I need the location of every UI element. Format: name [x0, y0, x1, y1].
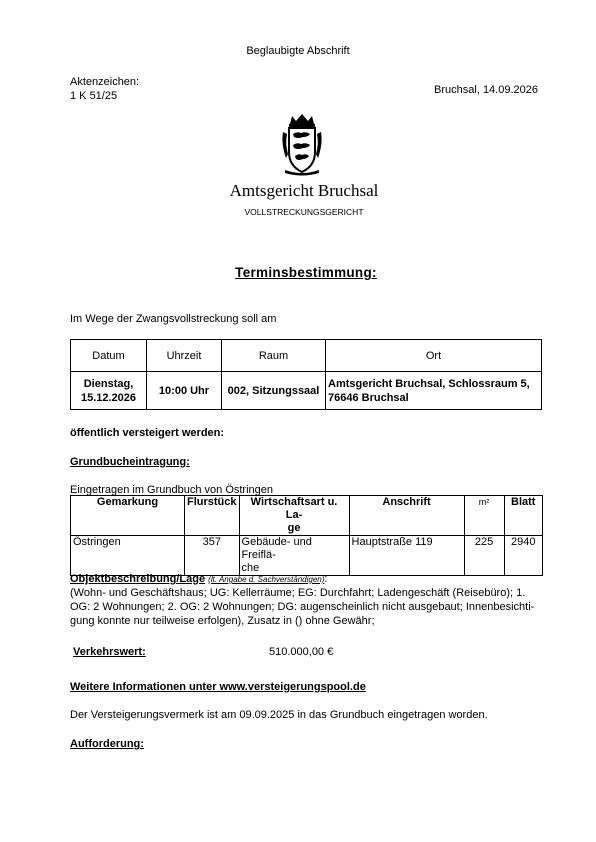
header-ort: Ort [326, 340, 542, 372]
cell-area: 225 [464, 536, 504, 576]
header-wirtschaftsart-line1: Wirtschaftsart u. La- [250, 496, 338, 521]
table-row [71, 536, 543, 576]
appointment-place [326, 372, 542, 410]
court-name: Amtsgericht Bruchsal [229, 181, 379, 200]
object-description-line-3: gung konnte nur teilweise erfolgen), Zusatz in () ohne Gewähr; [70, 615, 375, 627]
object-description-line-2: OG: 2 Wohnungen; 2. OG: 2 Wohnungen; DG: augenscheinlich nicht ausgebaut; Innenbesichti- [70, 601, 535, 613]
auction-note: Der Versteigerungsvermerk ist am 09.09.2025 in das Grundbuch eingetragen worden. [70, 709, 488, 721]
appointment-date [71, 372, 147, 410]
appointment-table [70, 339, 542, 410]
cell-flurstueck: 357 [185, 536, 240, 576]
coat-of-arms-icon [281, 114, 323, 176]
file-number-label: Aktenzeichen: [70, 76, 140, 88]
land-register-table [70, 495, 543, 576]
request-heading: Aufforderung: [70, 738, 144, 750]
object-heading-colon: : [324, 573, 328, 585]
header-blatt: Blatt [504, 496, 542, 536]
file-number: 1 K 51/25 [70, 90, 118, 102]
object-source-note: (lt. Angabe d. Sachverständigen) [208, 575, 325, 584]
appointment-header-row [71, 340, 542, 372]
appointment-data-row [71, 372, 542, 410]
intro-text: Im Wege der Zwangsvollstreckung soll am [70, 313, 277, 325]
more-info-link[interactable]: Weitere Informationen unter www.versteigerungspool.de [70, 681, 366, 693]
header-wirtschaftsart-line2: ge [287, 522, 301, 534]
header-uhrzeit: Uhrzeit [147, 340, 222, 372]
certified-copy-label: Beglaubigte Abschrift [246, 45, 350, 57]
appointment-weekday: Dienstag, [83, 377, 134, 390]
cell-wirtschaftsart-line1: Gebäude- und Freiflä- [241, 536, 312, 561]
land-register-header-row [71, 496, 543, 536]
cell-wirtschaftsart [239, 536, 349, 576]
court-department: VOLLSTRECKUNGSGERICHT [244, 207, 364, 217]
cell-wirtschaftsart-line2: che [241, 562, 260, 574]
header-wirtschaftsart [239, 496, 349, 536]
cell-anschrift: Hauptstraße 119 [349, 536, 464, 576]
document-title: Terminsbestimmung: [235, 265, 377, 280]
auction-text: öffentlich versteigert werden: [70, 427, 225, 439]
appointment-date-value: 15.12.2026 [80, 391, 137, 404]
market-value-label: Verkehrswert: [73, 646, 146, 658]
cell-gemarkung: Östringen [71, 536, 185, 576]
object-heading-line [70, 573, 327, 586]
appointment-time: 10:00 Uhr [147, 372, 222, 410]
header-anschrift: Anschrift [349, 496, 464, 536]
object-description-line-1: (Wohn- und Geschäftshaus; UG: Kellerräume; EG: Durchfahrt; Ladengeschäft (Reisebüro); 1. [70, 587, 526, 599]
appointment-room: 002, Sitzungssaal [222, 372, 326, 410]
header-area: m² [464, 496, 504, 536]
object-heading: Objektbeschreibung/Lage [70, 573, 206, 585]
cell-blatt: 2940 [504, 536, 542, 576]
header-gemarkung: Gemarkung [71, 496, 185, 536]
land-register-location: Eingetragen im Grundbuch von Östringen [70, 484, 274, 496]
market-value: 510.000,00 € [269, 646, 334, 658]
place-date: Bruchsal, 14.09.2026 [434, 84, 538, 96]
header-raum: Raum [222, 340, 326, 372]
land-register-heading: Grundbucheintragung: [70, 456, 190, 468]
appointment-place-line2: 76646 Bruchsal [328, 391, 409, 404]
appointment-place-line1: Amtsgericht Bruchsal, Schlossraum 5, [328, 377, 530, 390]
header-flurstueck: Flurstück [185, 496, 240, 536]
header-datum: Datum [71, 340, 147, 372]
